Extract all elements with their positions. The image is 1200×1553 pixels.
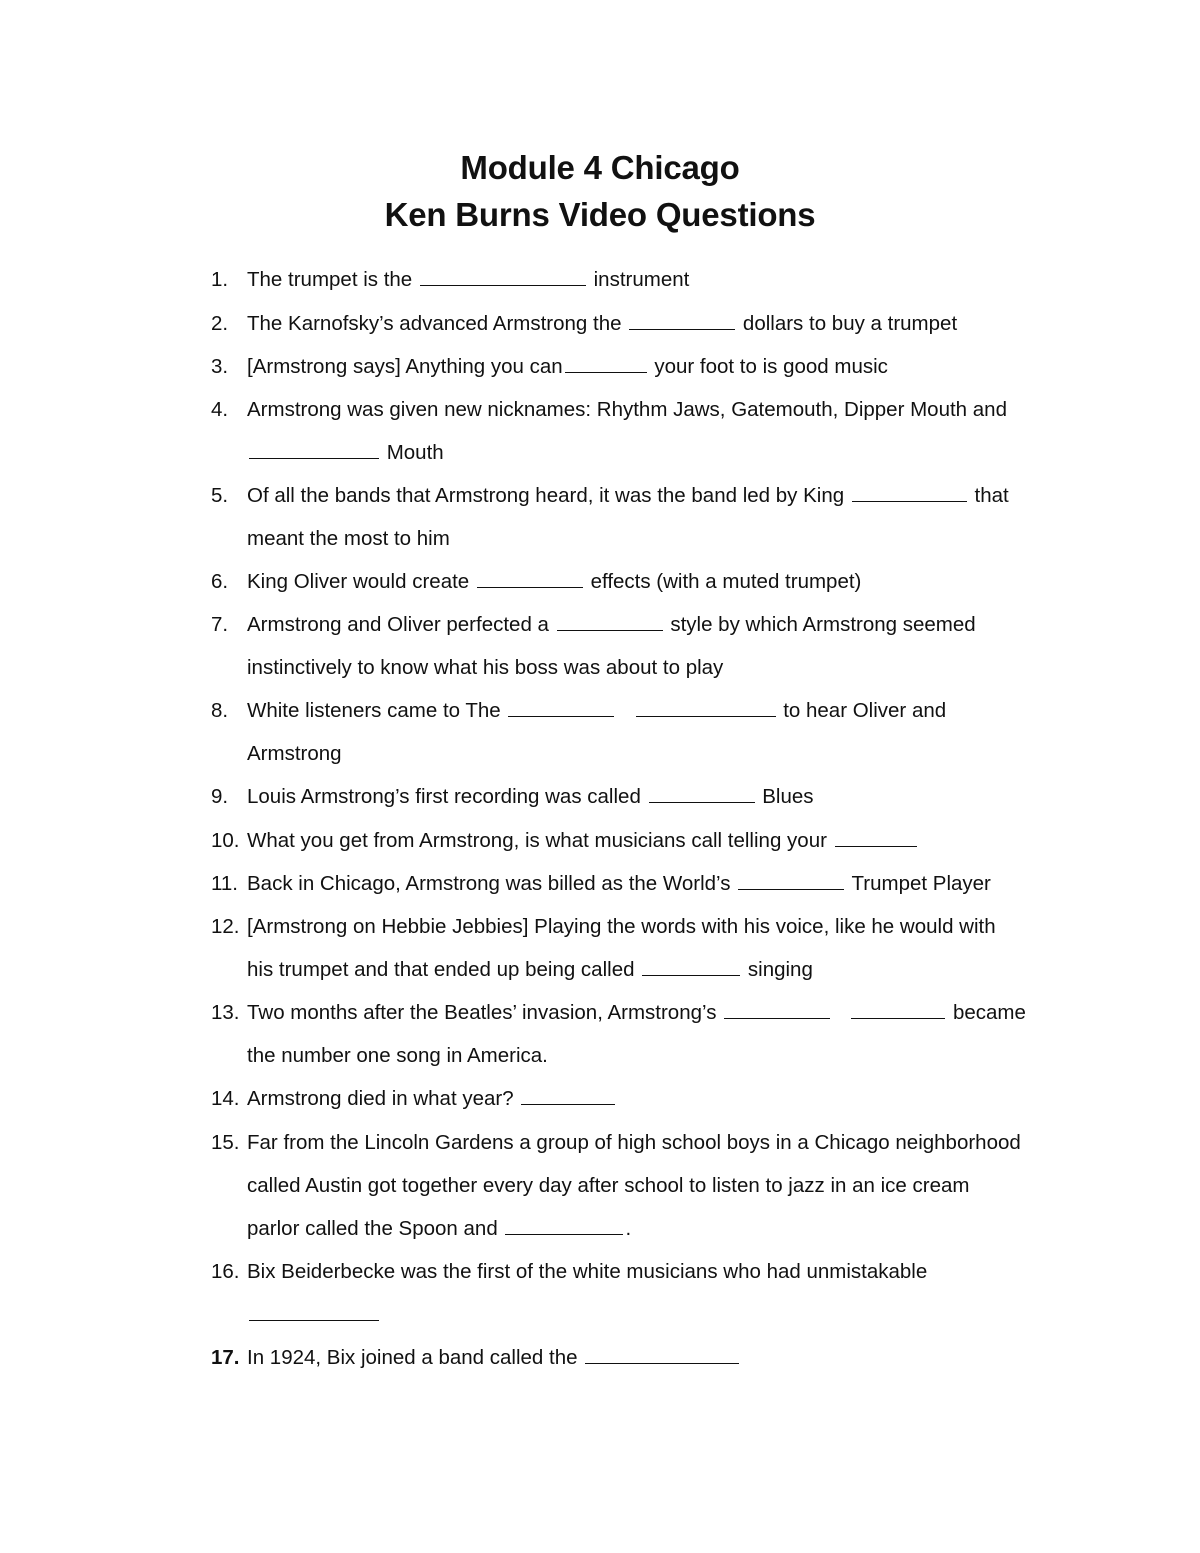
answer-blank[interactable]	[629, 311, 735, 330]
question-text: .	[625, 1217, 632, 1240]
answer-blank[interactable]	[477, 569, 583, 588]
question-text: Of all the bands that Armstrong heard, it was the band led by King	[247, 484, 850, 507]
question-line	[247, 1000, 1087, 1026]
answer-blank[interactable]	[508, 698, 614, 717]
question-line	[247, 1259, 1087, 1285]
question-number: 3.	[211, 355, 229, 378]
answer-blank[interactable]	[851, 1000, 945, 1019]
question-text: effects (with a muted trumpet)	[584, 570, 862, 593]
question-line	[247, 397, 1087, 423]
question-text: meant the most to him	[247, 527, 450, 550]
question-line	[247, 741, 1087, 767]
question-line	[247, 569, 1087, 595]
question-text: Armstrong and Oliver perfected a	[247, 613, 555, 636]
question-number: 6.	[211, 570, 229, 593]
question-text: In 1924, Bix joined a band called the	[247, 1346, 584, 1369]
question-number: 17.	[211, 1346, 240, 1369]
answer-blank[interactable]	[420, 267, 586, 286]
question-line	[247, 612, 1087, 638]
question-text: his trumpet and that ended up being called	[247, 958, 641, 981]
question-text: became	[947, 1001, 1026, 1024]
question-text: Mouth	[381, 441, 444, 464]
answer-blank[interactable]	[249, 1302, 379, 1321]
question-text: Armstrong died in what year?	[247, 1087, 520, 1110]
question-text: instinctively to know what his boss was about to play	[247, 656, 724, 679]
question-line	[247, 354, 1087, 380]
question-number: 5.	[211, 484, 229, 507]
question-number: 12.	[211, 915, 240, 938]
answer-blank[interactable]	[636, 698, 776, 717]
answer-blank[interactable]	[642, 957, 740, 976]
question-line	[247, 871, 1087, 897]
question-text: Back in Chicago, Armstrong was billed as the World’s	[247, 872, 737, 895]
question-text: Armstrong was given new nicknames: Rhythm Jaws, Gatemouth, Dipper Mouth and	[247, 398, 1007, 421]
question-line	[247, 828, 1087, 854]
question-text: your foot to is good music	[648, 355, 888, 378]
question-text: Two months after the Beatles’ invasion, Armstrong’s	[247, 1001, 723, 1024]
question-text: the number one song in America.	[247, 1044, 548, 1067]
question-text: Blues	[756, 785, 814, 808]
question-line	[247, 1345, 1087, 1371]
question-line	[247, 526, 1087, 552]
question-line	[247, 1130, 1087, 1156]
question-line	[247, 1173, 1087, 1199]
question-line	[247, 440, 1087, 466]
question-text: parlor called the Spoon and	[247, 1217, 504, 1240]
question-text: [Armstrong on Hebbie Jebbies] Playing the words with his voice, like he would with	[247, 915, 996, 938]
question-line	[247, 1302, 1087, 1328]
question-line	[247, 267, 1087, 293]
question-number: 10.	[211, 829, 240, 852]
question-number: 1.	[211, 268, 229, 291]
answer-blank[interactable]	[738, 871, 844, 890]
question-number: 13.	[211, 1001, 240, 1024]
question-text: What you get from Armstrong, is what musicians call telling your	[247, 829, 833, 852]
answer-blank[interactable]	[521, 1086, 615, 1105]
question-text: Armstrong	[247, 742, 342, 765]
question-line	[247, 1043, 1087, 1069]
question-line	[247, 483, 1087, 509]
question-number: 9.	[211, 785, 229, 808]
question-text	[616, 699, 633, 722]
question-text: instrument	[587, 268, 690, 291]
question-number: 2.	[211, 312, 229, 335]
question-text: Far from the Lincoln Gardens a group of high school boys in a Chicago neighborhood	[247, 1131, 1021, 1154]
question-text: [Armstrong says] Anything you can	[247, 355, 563, 378]
question-text	[832, 1001, 849, 1024]
question-line	[247, 1086, 1087, 1112]
question-line	[247, 655, 1087, 681]
question-text: dollars to buy a trumpet	[737, 312, 958, 335]
question-line	[247, 914, 1087, 940]
question-text: called Austin got together every day after school to listen to jazz in an ice cream	[247, 1174, 970, 1197]
question-text: King Oliver would create	[247, 570, 475, 593]
answer-blank[interactable]	[852, 483, 967, 502]
page-title: Module 4 Chicago	[460, 149, 740, 186]
answer-blank[interactable]	[505, 1216, 623, 1235]
question-number: 15.	[211, 1131, 240, 1154]
question-text: to hear Oliver and	[777, 699, 947, 722]
question-line	[247, 784, 1087, 810]
answer-blank[interactable]	[835, 828, 917, 847]
answer-blank[interactable]	[724, 1000, 830, 1019]
page-subtitle: Ken Burns Video Questions	[384, 196, 816, 233]
question-text: singing	[742, 958, 813, 981]
question-text: Trumpet Player	[846, 872, 991, 895]
question-number: 16.	[211, 1260, 240, 1283]
question-line	[247, 957, 1087, 983]
question-text: that	[968, 484, 1009, 507]
question-number: 11.	[211, 872, 238, 895]
answer-blank[interactable]	[249, 440, 379, 459]
question-line	[247, 698, 1087, 724]
question-text: style by which Armstrong seemed	[664, 613, 976, 636]
question-text: The trumpet is the	[247, 268, 418, 291]
question-number: 8.	[211, 699, 229, 722]
answer-blank[interactable]	[557, 612, 663, 631]
answer-blank[interactable]	[565, 354, 647, 373]
question-text: Louis Armstrong’s first recording was called	[247, 785, 647, 808]
question-line	[247, 311, 1087, 337]
question-number: 4.	[211, 398, 229, 421]
answer-blank[interactable]	[585, 1345, 739, 1364]
question-number: 7.	[211, 613, 229, 636]
question-text: The Karnofsky’s advanced Armstrong the	[247, 312, 628, 335]
question-number: 14.	[211, 1087, 240, 1110]
question-text: Bix Beiderbecke was the first of the white musicians who had unmistakable	[247, 1260, 928, 1283]
question-text: White listeners came to The	[247, 699, 507, 722]
question-line	[247, 1216, 1087, 1242]
answer-blank[interactable]	[649, 784, 755, 803]
